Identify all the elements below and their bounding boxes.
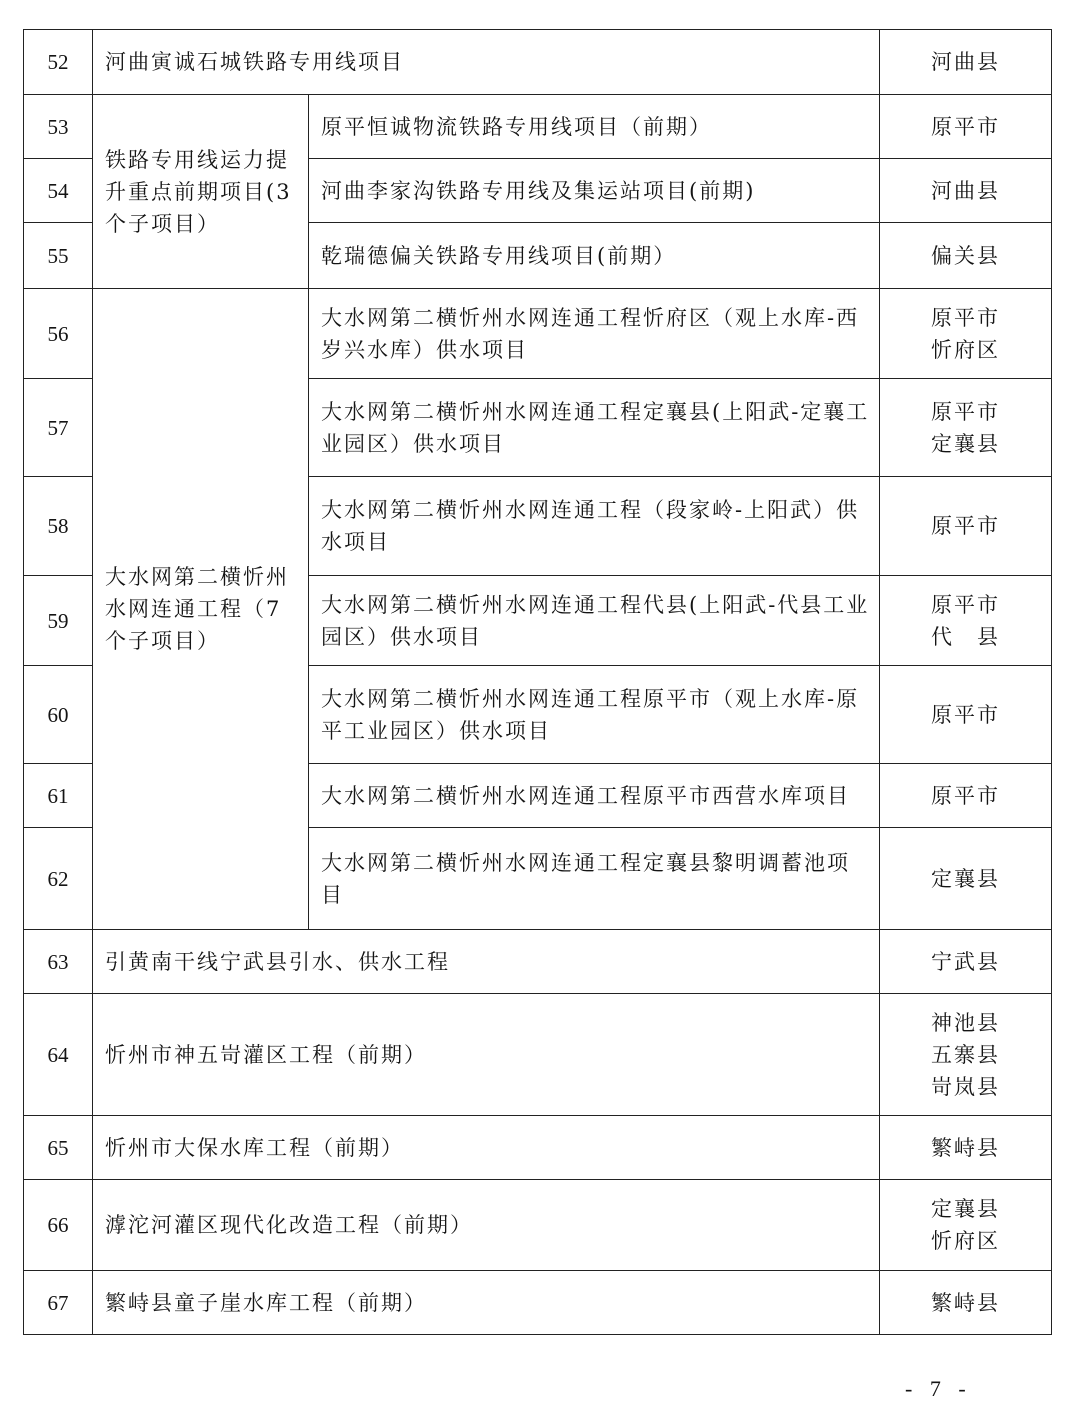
row-number: 66 bbox=[24, 1180, 93, 1271]
row-number: 58 bbox=[24, 477, 93, 576]
row-number: 63 bbox=[24, 930, 93, 994]
location: 定襄县 忻府区 bbox=[880, 1180, 1052, 1271]
location: 原平市 bbox=[880, 95, 1052, 159]
location: 原平市 bbox=[880, 477, 1052, 576]
sub-project-name: 乾瑞德偏关铁路专用线项目(前期） bbox=[309, 223, 880, 289]
location: 原平市 代 县 bbox=[880, 576, 1052, 666]
row-number: 57 bbox=[24, 379, 93, 477]
location: 河曲县 bbox=[880, 30, 1052, 95]
project-name: 忻州市大保水库工程（前期） bbox=[93, 1116, 880, 1180]
group-railway-name: 铁路专用线运力提升重点前期项目(3个子项目） bbox=[93, 95, 309, 289]
row-number: 53 bbox=[24, 95, 93, 159]
sub-project-name: 大水网第二横忻州水网连通工程原平市（观上水库-原平工业园区）供水项目 bbox=[309, 666, 880, 764]
table-row bbox=[24, 30, 1052, 95]
sub-project-name: 大水网第二横忻州水网连通工程代县(上阳武-代县工业园区）供水项目 bbox=[309, 576, 880, 666]
location: 繁峙县 bbox=[880, 1116, 1052, 1180]
table-row bbox=[24, 930, 1052, 994]
row-number: 61 bbox=[24, 764, 93, 828]
row-number: 60 bbox=[24, 666, 93, 764]
sub-project-name: 大水网第二横忻州水网连通工程原平市西营水库项目 bbox=[309, 764, 880, 828]
table-row bbox=[24, 95, 1052, 159]
location: 神池县 五寨县 岢岚县 bbox=[880, 994, 1052, 1116]
page-number: - 7 - bbox=[905, 1376, 972, 1401]
location: 原平市 bbox=[880, 764, 1052, 828]
location: 原平市 定襄县 bbox=[880, 379, 1052, 477]
location: 河曲县 bbox=[880, 159, 1052, 223]
location: 定襄县 bbox=[880, 828, 1052, 930]
sub-project-name: 大水网第二横忻州水网连通工程（段家岭-上阳武）供水项目 bbox=[309, 477, 880, 576]
sub-project-name: 原平恒诚物流铁路专用线项目（前期） bbox=[309, 95, 880, 159]
location: 原平市 忻府区 bbox=[880, 289, 1052, 379]
table-row bbox=[24, 994, 1052, 1116]
location: 偏关县 bbox=[880, 223, 1052, 289]
row-number: 64 bbox=[24, 994, 93, 1116]
project-name: 忻州市神五岢灌区工程（前期） bbox=[93, 994, 880, 1116]
table-row bbox=[24, 1180, 1052, 1271]
row-number: 55 bbox=[24, 223, 93, 289]
table-row bbox=[24, 289, 1052, 379]
project-name: 滹沱河灌区现代化改造工程（前期） bbox=[93, 1180, 880, 1271]
table-row bbox=[24, 1271, 1052, 1335]
sub-project-name: 河曲李家沟铁路专用线及集运站项目(前期) bbox=[309, 159, 880, 223]
row-number: 59 bbox=[24, 576, 93, 666]
table-row bbox=[24, 1116, 1052, 1180]
project-name: 河曲寅诚石城铁路专用线项目 bbox=[93, 30, 880, 95]
location: 原平市 bbox=[880, 666, 1052, 764]
location: 繁峙县 bbox=[880, 1271, 1052, 1335]
sub-project-name: 大水网第二横忻州水网连通工程忻府区（观上水库-西岁兴水库）供水项目 bbox=[309, 289, 880, 379]
location: 宁武县 bbox=[880, 930, 1052, 994]
row-number: 67 bbox=[24, 1271, 93, 1335]
group-water-name: 大水网第二横忻州水网连通工程（7个子项目） bbox=[93, 289, 309, 930]
sub-project-name: 大水网第二横忻州水网连通工程定襄县黎明调蓄池项目 bbox=[309, 828, 880, 930]
row-number: 62 bbox=[24, 828, 93, 930]
project-name: 引黄南干线宁武县引水、供水工程 bbox=[93, 930, 880, 994]
project-name: 繁峙县童子崖水库工程（前期） bbox=[93, 1271, 880, 1335]
row-number: 52 bbox=[24, 30, 93, 95]
row-number: 65 bbox=[24, 1116, 93, 1180]
sub-project-name: 大水网第二横忻州水网连通工程定襄县(上阳武-定襄工业园区）供水项目 bbox=[309, 379, 880, 477]
row-number: 54 bbox=[24, 159, 93, 223]
project-table bbox=[23, 29, 1052, 1335]
row-number: 56 bbox=[24, 289, 93, 379]
